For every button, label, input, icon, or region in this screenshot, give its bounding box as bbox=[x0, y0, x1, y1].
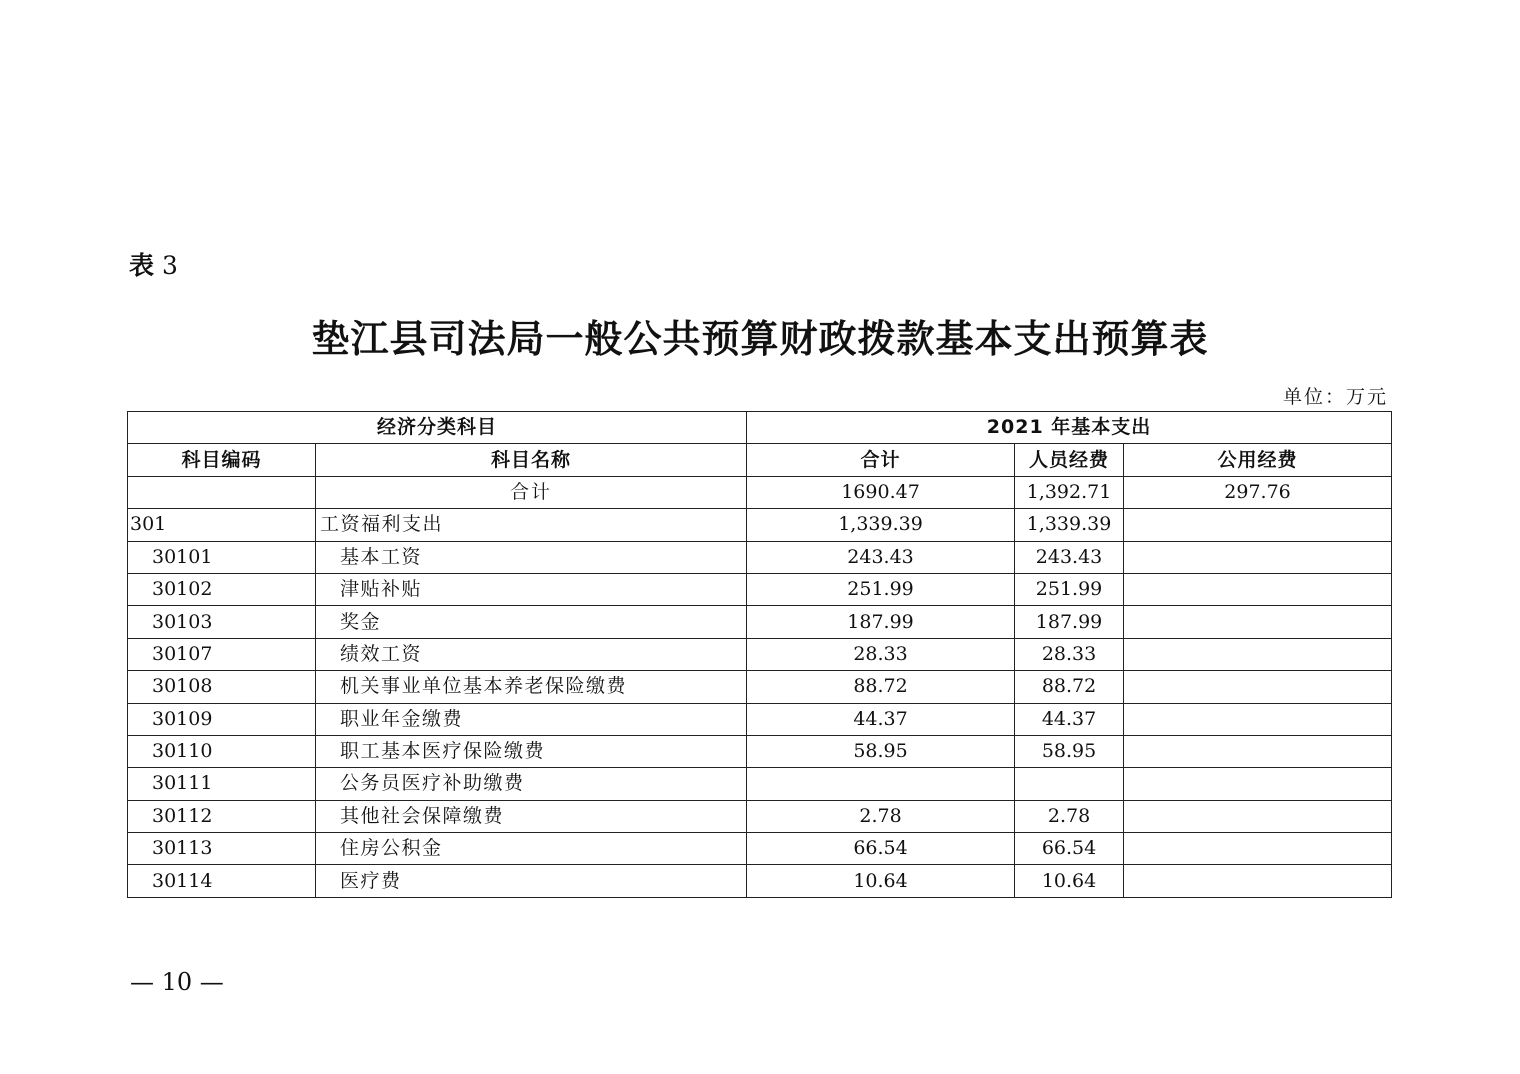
row-total: 58.95 bbox=[747, 735, 1015, 767]
row-total: 243.43 bbox=[747, 541, 1015, 573]
row-public bbox=[1124, 865, 1392, 897]
row-public bbox=[1124, 541, 1392, 573]
row-public bbox=[1124, 638, 1392, 670]
row-code: 30114 bbox=[128, 865, 316, 897]
row-name: 绩效工资 bbox=[316, 638, 747, 670]
table-label-number: 3 bbox=[161, 251, 178, 280]
row-total: 10.64 bbox=[747, 865, 1015, 897]
budget-table bbox=[127, 411, 1392, 898]
row-code: 301 bbox=[128, 509, 316, 541]
row-code: 30107 bbox=[128, 638, 316, 670]
row-personnel: 187.99 bbox=[1015, 606, 1124, 638]
total-total: 1690.47 bbox=[747, 476, 1015, 508]
row-total bbox=[747, 768, 1015, 800]
table-row bbox=[128, 638, 1392, 670]
header-code: 科目编码 bbox=[128, 444, 316, 476]
table-row bbox=[128, 865, 1392, 897]
row-public bbox=[1124, 703, 1392, 735]
table-row bbox=[128, 800, 1392, 832]
total-row bbox=[128, 476, 1392, 508]
row-personnel: 58.95 bbox=[1015, 735, 1124, 767]
row-public bbox=[1124, 768, 1392, 800]
total-name: 合计 bbox=[316, 476, 747, 508]
table-row bbox=[128, 703, 1392, 735]
row-personnel: 88.72 bbox=[1015, 671, 1124, 703]
row-public bbox=[1124, 833, 1392, 865]
table-row bbox=[128, 573, 1392, 605]
table-row bbox=[128, 735, 1392, 767]
row-total: 187.99 bbox=[747, 606, 1015, 638]
header-total: 合计 bbox=[747, 444, 1015, 476]
row-total: 1,339.39 bbox=[747, 509, 1015, 541]
row-total: 44.37 bbox=[747, 703, 1015, 735]
row-code: 30110 bbox=[128, 735, 316, 767]
unit-label: 单位：万元 bbox=[1282, 386, 1388, 408]
header-column-row bbox=[128, 444, 1392, 476]
row-personnel: 251.99 bbox=[1015, 573, 1124, 605]
row-code: 30109 bbox=[128, 703, 316, 735]
row-name: 其他社会保障缴费 bbox=[316, 800, 747, 832]
row-public bbox=[1124, 606, 1392, 638]
total-personnel: 1,392.71 bbox=[1015, 476, 1124, 508]
row-code: 30113 bbox=[128, 833, 316, 865]
row-personnel: 66.54 bbox=[1015, 833, 1124, 865]
row-public bbox=[1124, 671, 1392, 703]
row-name: 津贴补贴 bbox=[316, 573, 747, 605]
row-name: 公务员医疗补助缴费 bbox=[316, 768, 747, 800]
table-row bbox=[128, 606, 1392, 638]
row-name: 医疗费 bbox=[316, 865, 747, 897]
header-personnel: 人员经费 bbox=[1015, 444, 1124, 476]
table-row bbox=[128, 768, 1392, 800]
header-name: 科目名称 bbox=[316, 444, 747, 476]
table-label-char: 表 bbox=[129, 251, 155, 280]
row-personnel: 28.33 bbox=[1015, 638, 1124, 670]
row-name: 职工基本医疗保险缴费 bbox=[316, 735, 747, 767]
row-code: 30102 bbox=[128, 573, 316, 605]
total-public: 297.76 bbox=[1124, 476, 1392, 508]
table-row bbox=[128, 671, 1392, 703]
header-public: 公用经费 bbox=[1124, 444, 1392, 476]
header-economic-category: 经济分类科目 bbox=[128, 412, 747, 444]
table-row bbox=[128, 509, 1392, 541]
page-title: 垫江县司法局一般公共预算财政拨款基本支出预算表 bbox=[311, 316, 1209, 361]
row-total: 28.33 bbox=[747, 638, 1015, 670]
row-total: 251.99 bbox=[747, 573, 1015, 605]
row-code: 30112 bbox=[128, 800, 316, 832]
row-code: 30111 bbox=[128, 768, 316, 800]
row-public bbox=[1124, 573, 1392, 605]
row-public bbox=[1124, 509, 1392, 541]
row-name: 职业年金缴费 bbox=[316, 703, 747, 735]
row-personnel: 1,339.39 bbox=[1015, 509, 1124, 541]
row-code: 30108 bbox=[128, 671, 316, 703]
table-row bbox=[128, 833, 1392, 865]
row-name: 工资福利支出 bbox=[316, 509, 747, 541]
total-code bbox=[128, 476, 316, 508]
row-personnel: 243.43 bbox=[1015, 541, 1124, 573]
row-name: 机关事业单位基本养老保险缴费 bbox=[316, 671, 747, 703]
row-name: 基本工资 bbox=[316, 541, 747, 573]
row-name: 奖金 bbox=[316, 606, 747, 638]
row-personnel: 10.64 bbox=[1015, 865, 1124, 897]
row-personnel: 44.37 bbox=[1015, 703, 1124, 735]
header-group-row bbox=[128, 412, 1392, 444]
row-personnel bbox=[1015, 768, 1124, 800]
page-number: — 10 — bbox=[130, 968, 224, 996]
row-public bbox=[1124, 735, 1392, 767]
table-label bbox=[129, 246, 178, 282]
row-code: 30101 bbox=[128, 541, 316, 573]
table-row bbox=[128, 541, 1392, 573]
row-total: 88.72 bbox=[747, 671, 1015, 703]
row-total: 2.78 bbox=[747, 800, 1015, 832]
row-public bbox=[1124, 800, 1392, 832]
row-personnel: 2.78 bbox=[1015, 800, 1124, 832]
header-basic-expenditure: 2021 年基本支出 bbox=[747, 412, 1392, 444]
row-code: 30103 bbox=[128, 606, 316, 638]
row-name: 住房公积金 bbox=[316, 833, 747, 865]
row-total: 66.54 bbox=[747, 833, 1015, 865]
